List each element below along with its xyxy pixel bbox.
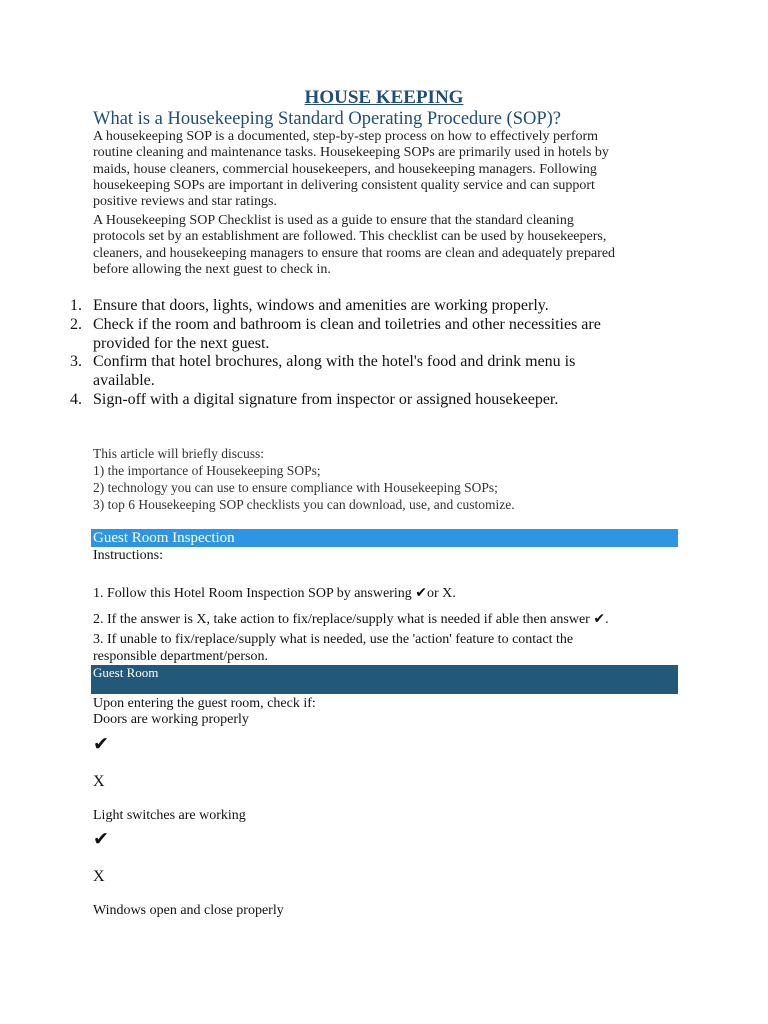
text-line: A Housekeeping SOP Checklist is used as a guide to ensure that the standard cleaning <box>93 213 574 228</box>
text-line: positive reviews and star ratings. <box>93 194 277 210</box>
page-title: HOUSE KEEPING <box>304 87 464 108</box>
instruction-text: or X. <box>427 586 456 601</box>
x-mark-option[interactable]: X <box>93 868 105 885</box>
text-line: housekeeping SOPs are important in delivering consistent quality service and can support <box>93 177 595 193</box>
list-text: Ensure that doors, lights, windows and amenities are working properly. <box>93 297 549 314</box>
intro-paragraph-1 <box>93 129 683 210</box>
check-mark-icon[interactable]: ✔ <box>93 828 109 850</box>
text-line: A housekeeping SOP is a documented, step-by-step process on how to effectively perform <box>93 129 599 144</box>
checklist-ordered-list <box>70 297 690 410</box>
list-number: 4. <box>70 390 82 408</box>
list-item <box>70 353 690 391</box>
item-light-switches-label: Light switches are working <box>93 808 246 823</box>
text-line: cleaners, and housekeeping managers to ensure that rooms are clean and adequately prepared <box>93 245 616 261</box>
intro-paragraph-2 <box>93 213 683 278</box>
check-mark-icon: ✔ <box>415 585 427 601</box>
list-text: Check if the room and bathroom is clean and toiletries and other necessities are <box>93 315 601 333</box>
instruction-step-3 <box>93 632 573 665</box>
list-text: Sign-off with a digital signature from inspector or assigned housekeeper. <box>93 390 559 408</box>
instructions-label: Instructions: <box>93 548 163 563</box>
check-mark-icon[interactable]: ✔ <box>93 733 109 755</box>
list-text: available. <box>93 372 155 390</box>
list-item <box>70 316 690 354</box>
list-number: 3. <box>70 353 82 371</box>
list-item <box>70 297 690 316</box>
text-line: 1) the importance of Housekeeping SOPs; <box>93 463 321 478</box>
instruction-text: . <box>605 612 609 627</box>
instruction-step-2 <box>93 611 609 628</box>
guest-room-intro: Upon entering the guest room, check if: <box>93 696 316 711</box>
instruction-text: 3. If unable to fix/replace/supply what is needed, use the 'action' feature to contact the <box>93 632 574 647</box>
text-line: maids, house cleaners, commercial housekeepers, and housekeeping managers. Following <box>93 161 597 177</box>
text-line: This article will briefly discuss: <box>93 446 264 461</box>
article-summary <box>93 445 515 513</box>
text-line: 3) top 6 Housekeeping SOP checklists you can download, use, and customize. <box>93 497 515 512</box>
list-item <box>70 391 690 410</box>
item-windows-label: Windows open and close properly <box>93 903 284 918</box>
check-mark-icon: ✔ <box>593 611 606 627</box>
list-number: 2. <box>70 315 82 333</box>
instruction-text: 1. Follow this Hotel Room Inspection SOP by answering <box>93 586 416 601</box>
item-doors-label: Doors are working properly <box>93 712 249 727</box>
text-line: protocols set by an establishment are followed. This checklist can be used by housekeepers, <box>93 229 607 245</box>
list-text: Confirm that hotel brochures, along with the hotel's food and drink menu is <box>93 353 576 371</box>
list-text: provided for the next guest. <box>93 334 270 352</box>
instruction-text: 2. If the answer is X, take action to fix/replace/supply what is needed if able then answer <box>93 612 594 627</box>
x-mark-option[interactable]: X <box>93 773 105 790</box>
section-header-guest-room-inspection: Guest Room Inspection <box>91 529 678 547</box>
page-subtitle: What is a Housekeeping Standard Operating Procedure (SOP)? <box>93 109 562 129</box>
list-number: 1. <box>70 297 82 314</box>
instruction-text: responsible department/person. <box>93 648 268 664</box>
text-line: before allowing the next guest to check in. <box>93 261 331 277</box>
section-header-guest-room: Guest Room <box>91 665 678 694</box>
text-line: 2) technology you can use to ensure compliance with Housekeeping SOPs; <box>93 480 498 495</box>
text-line: routine cleaning and maintenance tasks. Housekeeping SOPs are primarily used in hotels by <box>93 145 609 161</box>
instruction-step-1 <box>93 585 456 602</box>
